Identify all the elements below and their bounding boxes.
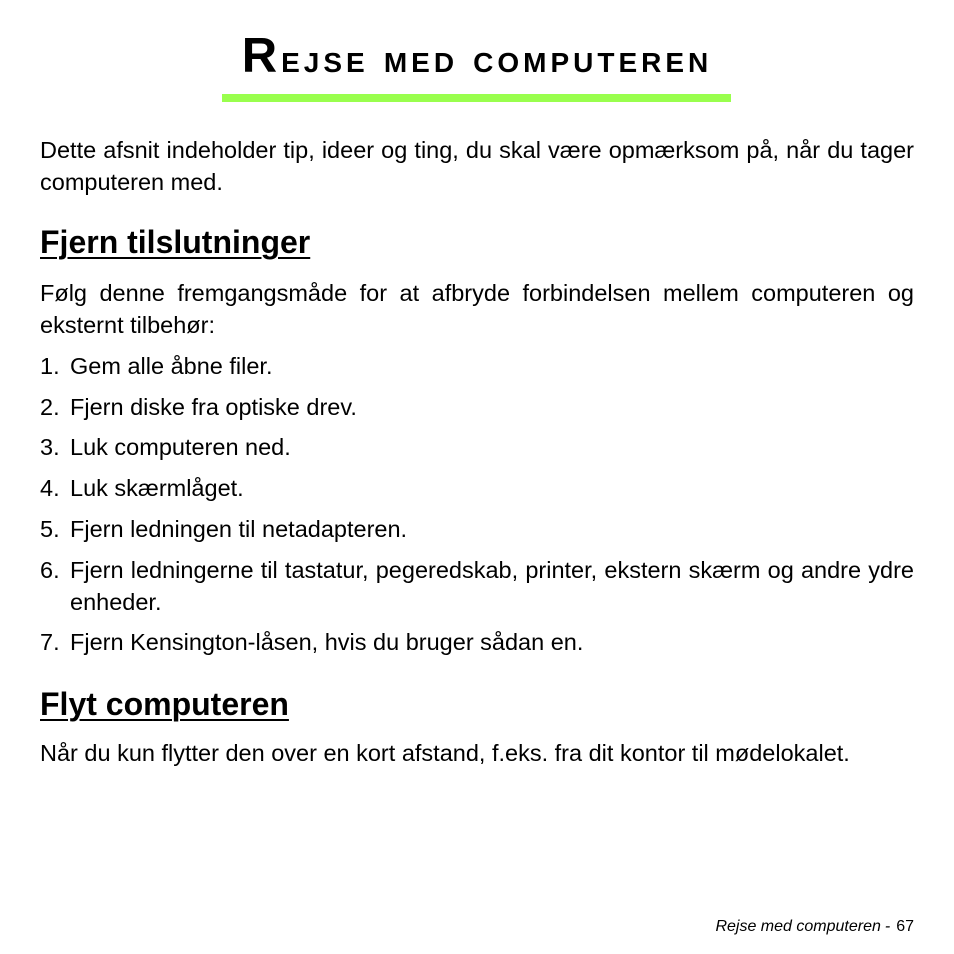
section-heading-flyt-computeren: Flyt computeren bbox=[40, 686, 289, 722]
step-number: 4. bbox=[40, 475, 60, 501]
section2-lead-paragraph: Når du kun flytter den over en kort afstand, f.eks. fra dit kontor til mødelokalet. bbox=[40, 740, 850, 766]
list-item bbox=[40, 513, 914, 545]
step-text: Luk computeren ned. bbox=[70, 434, 291, 460]
step-number: 1. bbox=[40, 353, 60, 379]
step-number: 2. bbox=[40, 394, 60, 420]
footer-chapter-label: Rejse med computeren bbox=[715, 918, 881, 935]
section1-lead-paragraph: Følg denne fremgangsmåde for at afbryde forbindelsen mellem computeren og eksternt tilbehør: bbox=[40, 280, 914, 338]
list-item bbox=[40, 431, 914, 463]
page-title-initial: R bbox=[241, 29, 282, 83]
title-accent-rule bbox=[222, 94, 731, 102]
step-number: 5. bbox=[40, 516, 60, 542]
list-item bbox=[40, 472, 914, 504]
step-text: Fjern diske fra optiske drev. bbox=[70, 394, 357, 420]
list-item bbox=[40, 391, 914, 423]
page-number: 67 bbox=[896, 918, 914, 935]
footer-separator: - bbox=[884, 918, 891, 935]
page-footer bbox=[715, 916, 914, 938]
section-heading-fjern-tilslutninger: Fjern tilslutninger bbox=[40, 224, 311, 260]
list-item bbox=[40, 554, 914, 618]
intro-paragraph: Dette afsnit indeholder tip, ideer og ting, du skal være opmærksom på, når du tager computeren med. bbox=[40, 137, 914, 195]
list-item bbox=[40, 626, 914, 658]
step-number: 6. bbox=[40, 557, 60, 583]
step-text: Luk skærmlåget. bbox=[70, 475, 244, 501]
step-text: Fjern ledningerne til tastatur, pegeredskab, printer, ekstern skærm og andre ydre enheder. bbox=[70, 557, 914, 615]
step-text: Fjern Kensington-låsen, hvis du bruger sådan en. bbox=[70, 629, 584, 655]
page-title-rest: ejse med computeren bbox=[281, 37, 713, 81]
page-title bbox=[0, 24, 954, 91]
step-number: 3. bbox=[40, 434, 60, 460]
list-item bbox=[40, 350, 914, 382]
step-text: Fjern ledningen til netadapteren. bbox=[70, 516, 408, 542]
step-text: Gem alle åbne filer. bbox=[70, 353, 273, 379]
step-number: 7. bbox=[40, 629, 60, 655]
